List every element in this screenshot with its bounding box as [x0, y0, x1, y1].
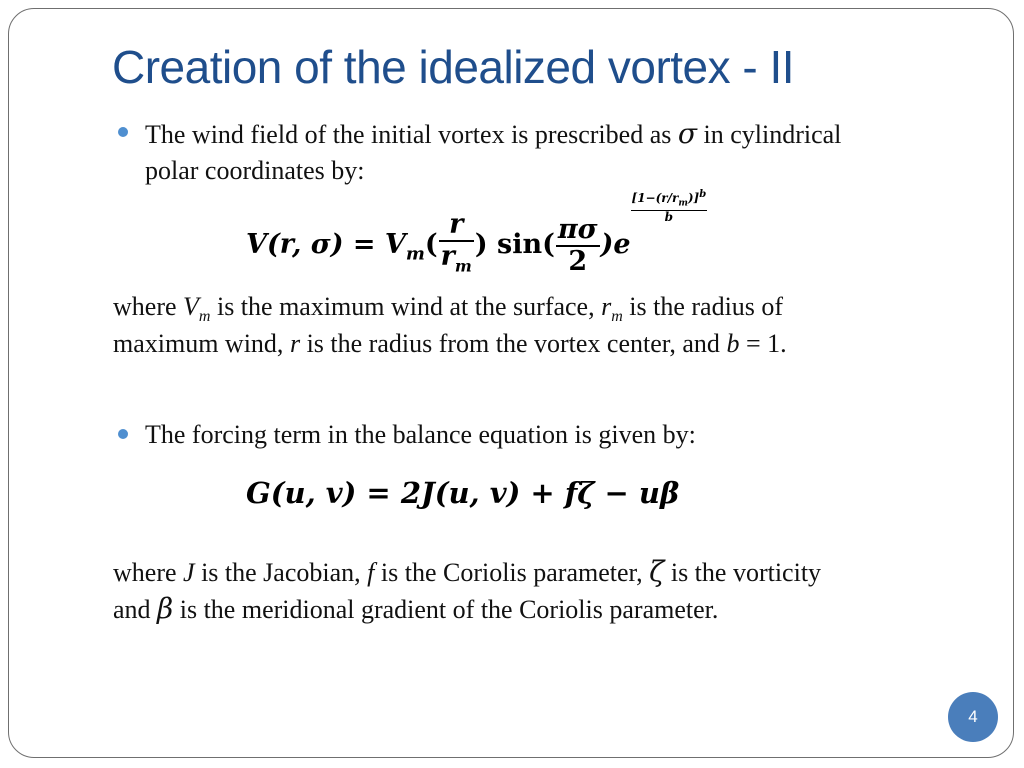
beta-symbol: β — [157, 592, 174, 625]
where-1-line-2 — [113, 325, 787, 362]
bullet-dot-2 — [118, 429, 128, 439]
eq1-exp-num-pow: b — [699, 189, 707, 200]
bullet-1-line-1 — [145, 115, 841, 153]
where1-vsub: m — [198, 308, 211, 326]
eq1-exp-num — [631, 188, 708, 210]
equation-forcing-term: G(u, v) = 2J(u, v) + fζ − uβ — [246, 476, 680, 510]
where2-j: J — [183, 558, 195, 587]
where1-b: is the maximum wind at the surface, — [210, 292, 602, 321]
eq1-frac2-den: 2 — [556, 245, 600, 277]
eq1-frac1-den — [439, 240, 474, 281]
where2-b: is the Jacobian, — [194, 558, 368, 587]
eq1-sin: ) sin( — [474, 229, 555, 261]
where1-a: where — [113, 292, 184, 321]
eq1-frac1-den-sub: m — [454, 256, 472, 276]
eq1-exp-base: )e — [600, 229, 631, 261]
where2-f: f — [367, 558, 375, 587]
bullet-2-text: The forcing term in the balance equation is given by: — [145, 420, 696, 449]
equation-wind-field — [246, 189, 707, 281]
bullet-dot-1 — [118, 127, 128, 137]
eq1-frac2-num: πσ — [557, 213, 598, 245]
where1-l2a: maximum wind, — [113, 329, 290, 358]
where2-l2a: and — [113, 595, 158, 624]
eq1-vm-sub: m — [405, 243, 425, 265]
eq1-fraction-r-rm — [439, 210, 474, 281]
where1-l2bvar: b — [726, 329, 740, 358]
eq1-open-paren: ( — [424, 229, 438, 261]
where-2-line-1 — [113, 553, 821, 591]
where1-l2c: = 1. — [739, 329, 787, 358]
where2-c: is the Coriolis parameter, — [374, 558, 650, 587]
eq1-exp-num-end: )] — [687, 191, 700, 205]
eq1-exp-num-sub: m — [678, 198, 688, 209]
where2-a: where — [113, 558, 184, 587]
eq1-exponent — [631, 188, 708, 224]
eq1-frac1-num: r — [449, 209, 464, 240]
eq1-frac1-den-r: r — [440, 241, 455, 272]
where1-l2b: is the radius from the vortex center, and — [300, 329, 727, 358]
zeta-symbol: ζ — [649, 555, 665, 588]
eq1-exp-den: b — [631, 210, 708, 224]
slide-title: Creation of the idealized vortex - II — [112, 41, 795, 93]
where1-c: is the radius of — [622, 292, 784, 321]
where2-d: is the vorticity — [664, 558, 822, 587]
sigma-symbol: σ — [677, 117, 697, 150]
bullet-1-line-2: polar coordinates by: — [145, 156, 365, 185]
where-2-line-2 — [113, 590, 718, 628]
where2-l2b: is the meridional gradient of the Coriolis parameter. — [173, 595, 719, 624]
where1-rsub: m — [611, 308, 623, 326]
bullet-1-text-a: The wind field of the initial vortex is prescribed as — [145, 120, 678, 149]
eq1-fraction-pi-sigma — [556, 215, 600, 277]
where1-v: V — [183, 292, 199, 321]
where1-r: r — [601, 292, 612, 321]
page-number-badge: 4 — [948, 692, 998, 742]
eq1-lhs: V(r, σ) = V — [246, 229, 406, 261]
bullet-1-text-b: in cylindrical — [696, 120, 842, 149]
eq1-exp-num-a: [1−(r/r — [631, 191, 679, 205]
where1-l2r: r — [289, 329, 301, 358]
